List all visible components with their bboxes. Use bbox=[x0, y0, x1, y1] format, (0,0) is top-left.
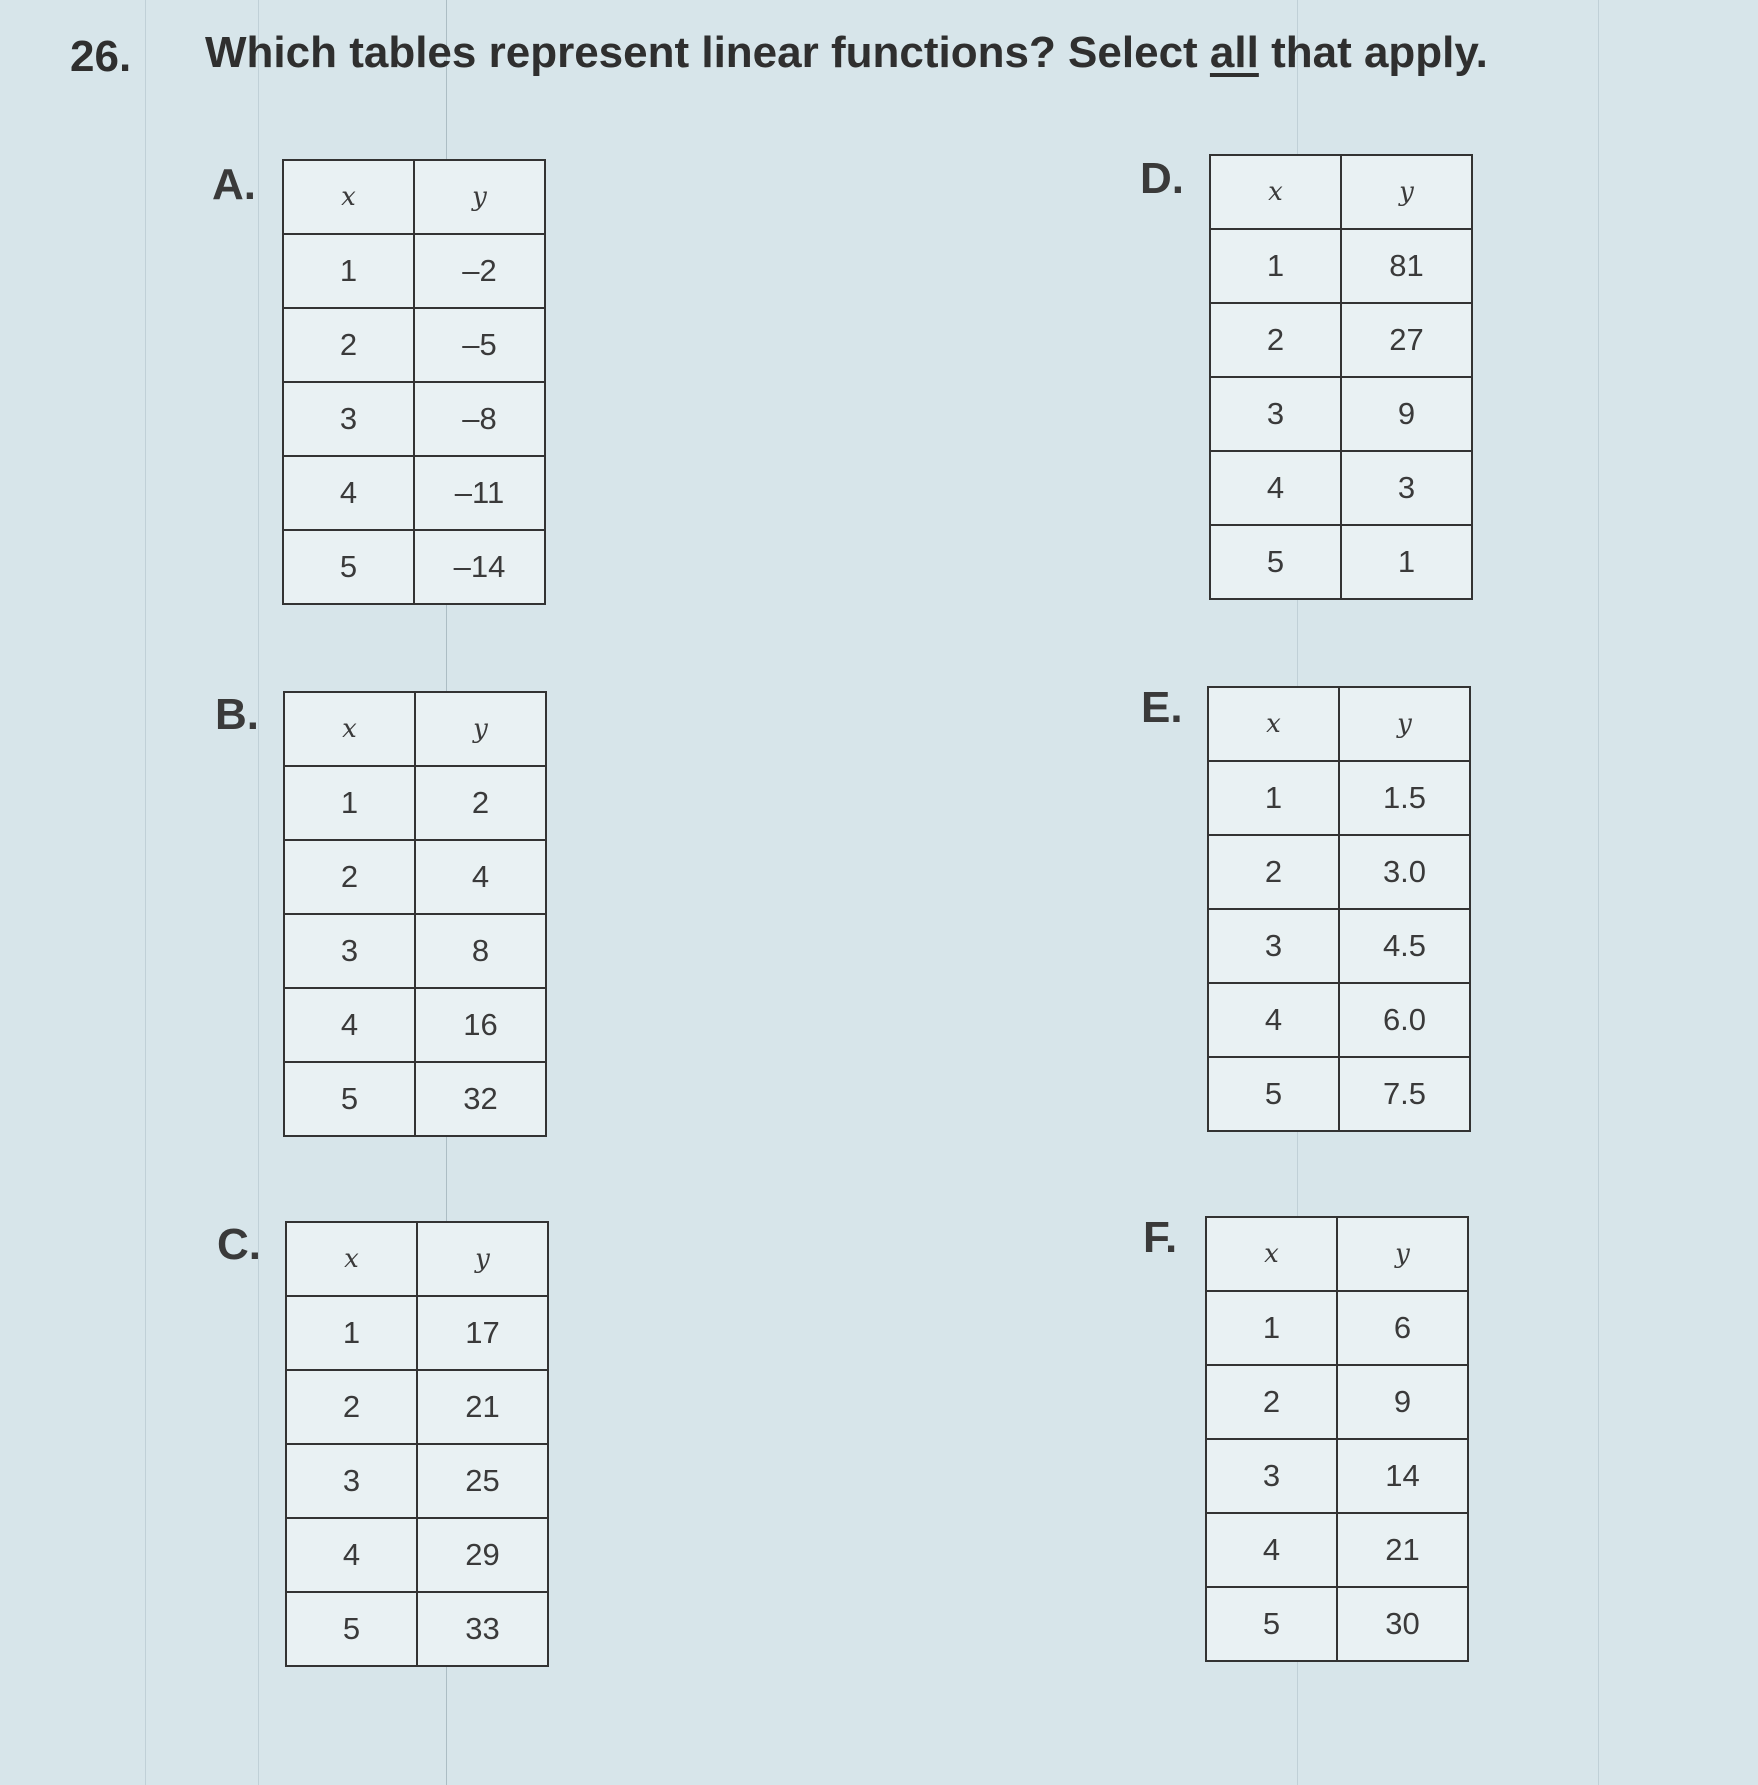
table-row bbox=[284, 914, 546, 988]
cell-y: 9 bbox=[1341, 377, 1472, 451]
cell-x: 5 bbox=[284, 1062, 415, 1136]
table-header-row bbox=[1210, 155, 1472, 229]
table-b bbox=[283, 691, 547, 1137]
table-row bbox=[1210, 303, 1472, 377]
cell-y: 16 bbox=[415, 988, 546, 1062]
table-header-row bbox=[1206, 1217, 1468, 1291]
cell-x: 4 bbox=[283, 456, 414, 530]
question-text-start: Which tables represent linear functions? Select bbox=[205, 28, 1210, 77]
table-e bbox=[1207, 686, 1471, 1132]
table-row bbox=[283, 308, 545, 382]
question-text bbox=[205, 28, 1488, 78]
cell-y: 3 bbox=[1341, 451, 1472, 525]
cell-x: 1 bbox=[283, 234, 414, 308]
choice-letter-b[interactable]: B. bbox=[215, 690, 259, 739]
cell-y: –2 bbox=[414, 234, 545, 308]
header-y: y bbox=[1341, 155, 1472, 229]
background-line bbox=[258, 0, 259, 1785]
cell-y: 21 bbox=[1337, 1513, 1468, 1587]
table-c bbox=[285, 1221, 549, 1667]
cell-y: 27 bbox=[1341, 303, 1472, 377]
cell-x: 3 bbox=[284, 914, 415, 988]
cell-x: 4 bbox=[1210, 451, 1341, 525]
table-row bbox=[1206, 1513, 1468, 1587]
cell-y: 1.5 bbox=[1339, 761, 1470, 835]
table-row bbox=[284, 766, 546, 840]
cell-y: 7.5 bbox=[1339, 1057, 1470, 1131]
header-y: y bbox=[1339, 687, 1470, 761]
table-row bbox=[283, 382, 545, 456]
table-header-row bbox=[283, 160, 545, 234]
header-x: x bbox=[1206, 1217, 1337, 1291]
table-row bbox=[1208, 761, 1470, 835]
header-y: y bbox=[414, 160, 545, 234]
table-row bbox=[1210, 229, 1472, 303]
table-row bbox=[1208, 909, 1470, 983]
cell-x: 5 bbox=[283, 530, 414, 604]
cell-y: –8 bbox=[414, 382, 545, 456]
cell-x: 3 bbox=[1206, 1439, 1337, 1513]
question-number: 26. bbox=[70, 32, 132, 81]
background-line bbox=[1598, 0, 1599, 1785]
cell-x: 5 bbox=[286, 1592, 417, 1666]
table-row bbox=[286, 1296, 548, 1370]
choice-letter-f[interactable]: F. bbox=[1143, 1213, 1178, 1262]
cell-y: 30 bbox=[1337, 1587, 1468, 1661]
cell-y: 29 bbox=[417, 1518, 548, 1592]
header-y: y bbox=[415, 692, 546, 766]
table-row bbox=[1208, 835, 1470, 909]
table-a bbox=[282, 159, 546, 605]
cell-x: 4 bbox=[284, 988, 415, 1062]
cell-x: 2 bbox=[283, 308, 414, 382]
cell-x: 3 bbox=[1210, 377, 1341, 451]
table-row bbox=[286, 1444, 548, 1518]
cell-x: 3 bbox=[1208, 909, 1339, 983]
table-row bbox=[1206, 1439, 1468, 1513]
cell-y: –5 bbox=[414, 308, 545, 382]
cell-x: 2 bbox=[284, 840, 415, 914]
cell-y: 6.0 bbox=[1339, 983, 1470, 1057]
table-row bbox=[284, 840, 546, 914]
cell-y: 3.0 bbox=[1339, 835, 1470, 909]
table-f bbox=[1205, 1216, 1469, 1662]
cell-y: 4 bbox=[415, 840, 546, 914]
table-row bbox=[286, 1370, 548, 1444]
choice-letter-e[interactable]: E. bbox=[1141, 683, 1183, 732]
table-row bbox=[283, 530, 545, 604]
cell-x: 2 bbox=[1210, 303, 1341, 377]
header-x: x bbox=[284, 692, 415, 766]
header-y: y bbox=[1337, 1217, 1468, 1291]
cell-x: 2 bbox=[1208, 835, 1339, 909]
cell-y: 1 bbox=[1341, 525, 1472, 599]
cell-y: 9 bbox=[1337, 1365, 1468, 1439]
table-row bbox=[1210, 451, 1472, 525]
table-row bbox=[284, 988, 546, 1062]
choice-letter-a[interactable]: A. bbox=[212, 160, 256, 209]
cell-x: 1 bbox=[1206, 1291, 1337, 1365]
table-row bbox=[1206, 1365, 1468, 1439]
cell-y: 17 bbox=[417, 1296, 548, 1370]
cell-x: 5 bbox=[1210, 525, 1341, 599]
cell-y: 33 bbox=[417, 1592, 548, 1666]
cell-y: –14 bbox=[414, 530, 545, 604]
cell-x: 5 bbox=[1206, 1587, 1337, 1661]
table-row bbox=[1208, 1057, 1470, 1131]
cell-y: 14 bbox=[1337, 1439, 1468, 1513]
table-row bbox=[1210, 525, 1472, 599]
table-header-row bbox=[1208, 687, 1470, 761]
table-row bbox=[283, 234, 545, 308]
cell-x: 1 bbox=[286, 1296, 417, 1370]
table-row bbox=[1206, 1587, 1468, 1661]
cell-x: 1 bbox=[284, 766, 415, 840]
choice-letter-d[interactable]: D. bbox=[1140, 154, 1184, 203]
background-line bbox=[145, 0, 146, 1785]
question-text-end: that apply. bbox=[1258, 28, 1488, 77]
cell-x: 1 bbox=[1210, 229, 1341, 303]
choice-letter-c[interactable]: C. bbox=[217, 1220, 261, 1269]
table-d bbox=[1209, 154, 1473, 600]
table-row bbox=[284, 1062, 546, 1136]
table-header-row bbox=[284, 692, 546, 766]
cell-y: 25 bbox=[417, 1444, 548, 1518]
cell-x: 4 bbox=[1206, 1513, 1337, 1587]
cell-y: 2 bbox=[415, 766, 546, 840]
cell-x: 2 bbox=[1206, 1365, 1337, 1439]
header-x: x bbox=[1210, 155, 1341, 229]
cell-y: –11 bbox=[414, 456, 545, 530]
cell-y: 21 bbox=[417, 1370, 548, 1444]
cell-x: 4 bbox=[286, 1518, 417, 1592]
cell-x: 4 bbox=[1208, 983, 1339, 1057]
table-row bbox=[286, 1592, 548, 1666]
cell-x: 3 bbox=[286, 1444, 417, 1518]
table-header-row bbox=[286, 1222, 548, 1296]
table-row bbox=[1206, 1291, 1468, 1365]
table-row bbox=[1210, 377, 1472, 451]
table-row bbox=[1208, 983, 1470, 1057]
header-x: x bbox=[283, 160, 414, 234]
cell-y: 6 bbox=[1337, 1291, 1468, 1365]
header-x: x bbox=[286, 1222, 417, 1296]
cell-y: 4.5 bbox=[1339, 909, 1470, 983]
cell-y: 32 bbox=[415, 1062, 546, 1136]
cell-x: 2 bbox=[286, 1370, 417, 1444]
cell-x: 1 bbox=[1208, 761, 1339, 835]
header-y: y bbox=[417, 1222, 548, 1296]
cell-x: 5 bbox=[1208, 1057, 1339, 1131]
cell-x: 3 bbox=[283, 382, 414, 456]
cell-y: 81 bbox=[1341, 229, 1472, 303]
question-text-emphasis: all bbox=[1209, 28, 1259, 77]
table-row bbox=[283, 456, 545, 530]
table-row bbox=[286, 1518, 548, 1592]
cell-y: 8 bbox=[415, 914, 546, 988]
header-x: x bbox=[1208, 687, 1339, 761]
